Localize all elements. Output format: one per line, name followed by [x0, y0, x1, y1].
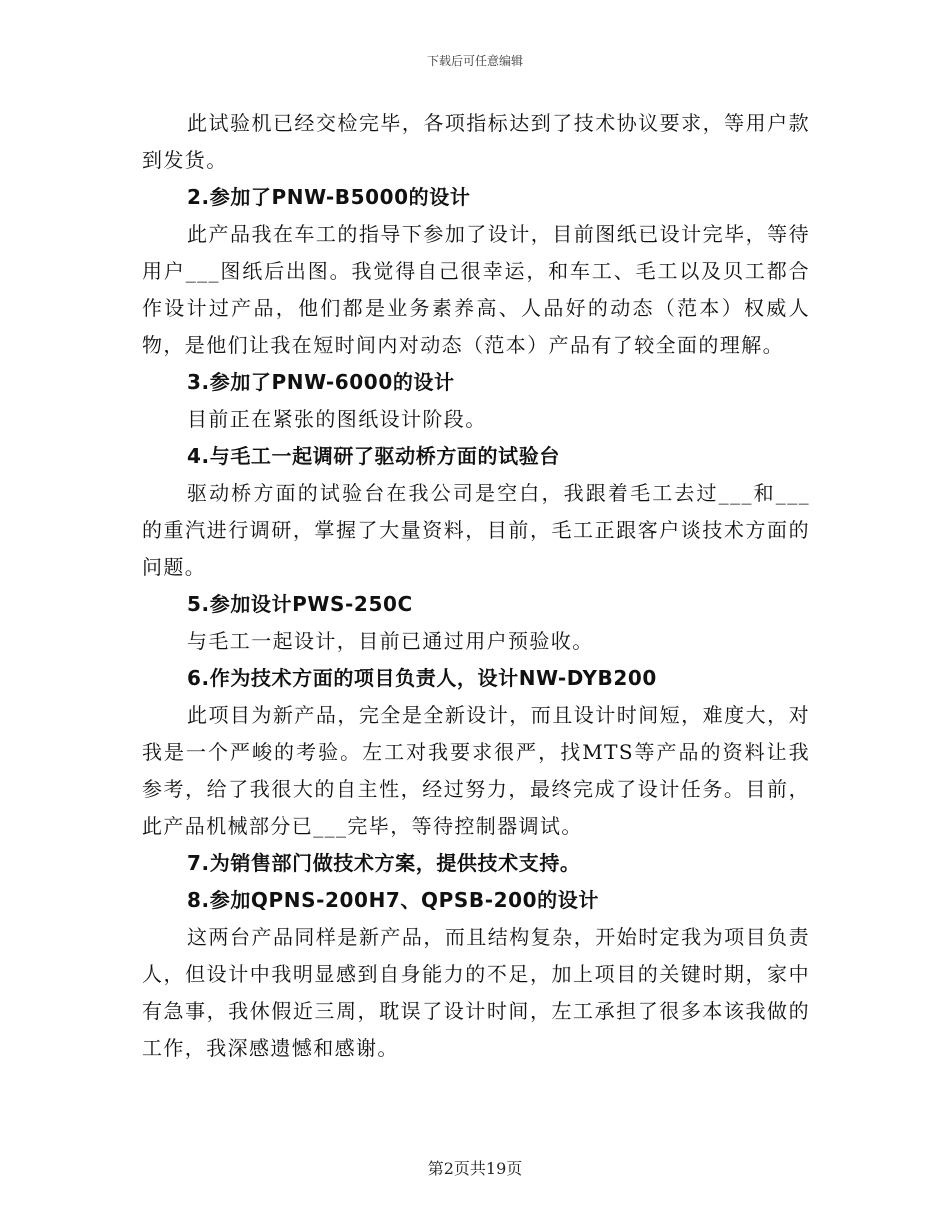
paragraph-delivery-note: 此试验机已经交检完毕，各项指标达到了技术协议要求，等用户款到发货。: [142, 111, 810, 172]
paragraph-pnw-b5000: 此产品我在车工的指导下参加了设计，目前图纸已设计完毕，等待用户___图纸后出图。我觉得自己很幸运，和车工、毛工以及贝工都合作设计过产品，他们都是业务素养高、人品好的动态（范本）权威人物，是他们让我在短时间内对动态（范本）产品有了较全面的理解。: [142, 222, 810, 357]
paragraph-pnw-6000: 目前正在紧张的图纸设计阶段。: [187, 407, 487, 431]
page-header: 下载后可任意编辑: [426, 54, 523, 68]
paragraph-qpns-qpsb: 这两台产品同样是新产品，而且结构复杂，开始时定我为项目负责人，但设计中我明显感到自身能力的不足，加上项目的关键时期，家中有急事，我休假近三周，耽误了设计时间，左工承担了很多本该我做的工作，我深感遗憾和感谢。: [142, 925, 810, 1060]
heading-sales-support: 7.为销售部门做技术方案，提供技术支持。: [187, 851, 581, 875]
paragraph-drive-axle-research: 驱动桥方面的试验台在我公司是空白，我跟着毛工去过___和___的重汽进行调研，掌握了大量资料，目前，毛工正跟客户谈技术方面的问题。: [142, 481, 810, 579]
paragraph-pws-250c: 与毛工一起设计，目前已通过用户预验收。: [187, 629, 594, 653]
heading-pws-250c: 5.参加设计PWS-250C: [187, 592, 413, 616]
paragraph-nw-dyb200: 此项目为新产品，完全是全新设计，而且设计时间短，难度大，对我是一个严峻的考验。左工对我要求很严，找MTS等产品的资料让我参考，给了我很大的自主性，经过努力，最终完成了设计任务。目前，此产品机械部分已___完毕，等待控制器调试。: [142, 703, 810, 838]
heading-nw-dyb200: 6.作为技术方面的项目负责人，设计NW-DYB200: [187, 666, 657, 690]
document-body: [142, 105, 810, 1067]
page-number: 第2页共19页: [427, 1159, 523, 1178]
heading-pnw-6000: 3.参加了PNW-6000的设计: [187, 370, 455, 394]
heading-drive-axle-research: 4.与毛工一起调研了驱动桥方面的试验台: [187, 444, 560, 468]
heading-qpns-qpsb: 8.参加QPNS-200H7、QPSB-200的设计: [187, 888, 599, 912]
heading-pnw-b5000: 2.参加了PNW-B5000的设计: [187, 185, 471, 209]
